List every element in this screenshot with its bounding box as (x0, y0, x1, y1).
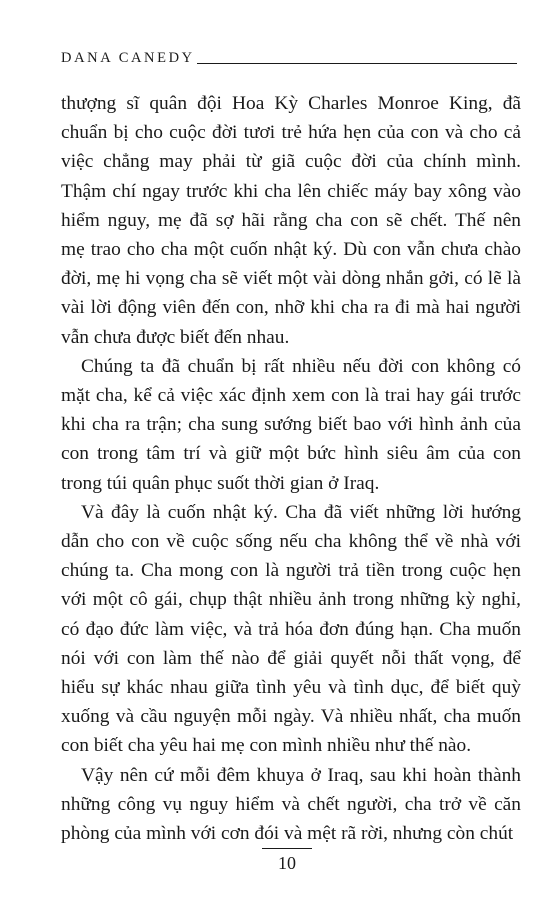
text-line: mẹ trao cho cha một cuốn nhật ký. Dù con vẫn chưa chào (61, 239, 521, 261)
text-line: hiểm nguy, mẹ đã sợ hãi rằng cha con sẽ chết. Thế nên (61, 209, 521, 231)
text-line: với một cô gái, chụp thật nhiều ảnh trong những kỳ nghỉ, (61, 589, 521, 611)
paragraph (61, 352, 521, 498)
text-line: việc chẳng may phải từ giã cuộc đời của chính mình. (61, 151, 521, 173)
text-line: con trong tâm trí và giữ một bức hình siêu âm của con (61, 443, 521, 465)
page-number-rule (262, 848, 312, 849)
body-text (61, 89, 521, 848)
text-line: con biết cha yêu hai mẹ con mình nhiều như thế nào. (61, 735, 472, 757)
running-header-rule (197, 63, 517, 64)
text-line: chuẩn bị cho cuộc đời tươi trẻ hứa hẹn của con và cho cả (61, 122, 521, 144)
text-line: mặt cha, kể cả việc xác định xem con là trai hay gái trước (61, 385, 521, 407)
text-line: Thậm chí ngay trước khi cha lên chiếc máy bay xông vào (61, 180, 521, 202)
paragraph (61, 498, 521, 761)
text-line: đời, mẹ hi vọng cha sẽ viết một vài dòng nhắn gởi, có lẽ là (61, 268, 521, 290)
paragraph (61, 89, 521, 352)
text-line: xuống và cầu nguyện mỗi ngày. Và nhiều nhất, cha muốn (61, 706, 521, 728)
text-line: trong túi quân phục suốt thời gian ở Iraq. (61, 472, 380, 494)
text-line: có đạo đức làm việc, và trả hóa đơn đúng hạn. Cha muốn (61, 618, 521, 640)
text-line: dẫn cho con về cuộc sống nếu cha không thể về nhà với (61, 531, 521, 553)
text-line: thượng sĩ quân đội Hoa Kỳ Charles Monroe King, đã (61, 93, 521, 114)
text-line: khi cha ra trận; cha sung sướng biết bao với hình ảnh của (61, 414, 521, 436)
running-header-author: DANA CANEDY (61, 50, 195, 66)
text-line: hiểu sự khác nhau giữa tình yêu và tình dục, để biết quỳ (61, 677, 521, 699)
text-line: vài lời động viên đến con, nhỡ khi cha ra đi mà hai người (61, 297, 521, 319)
text-line: những công vụ nguy hiểm và chết người, cha trở về căn (61, 793, 521, 815)
text-line: chúng ta. Cha mong con là người trả tiền trong cuộc hẹn (61, 560, 521, 582)
text-line: nói với con làm thế nào để giải quyết nỗi thất vọng, để (61, 647, 521, 669)
text-line: Vậy nên cứ mỗi đêm khuya ở Iraq, sau khi hoàn thành (81, 764, 521, 786)
text-line: vẫn chưa được biết đến nhau. (61, 326, 290, 348)
text-line: phòng của mình với cơn đói và mệt rã rời, nhưng còn chút (61, 823, 514, 845)
paragraph (61, 761, 521, 849)
text-line: Chúng ta đã chuẩn bị rất nhiều nếu đời con không có (81, 355, 521, 377)
text-line: Và đây là cuốn nhật ký. Cha đã viết những lời hướng (81, 501, 521, 523)
page-number: 10 (278, 853, 296, 873)
running-header (61, 50, 517, 66)
